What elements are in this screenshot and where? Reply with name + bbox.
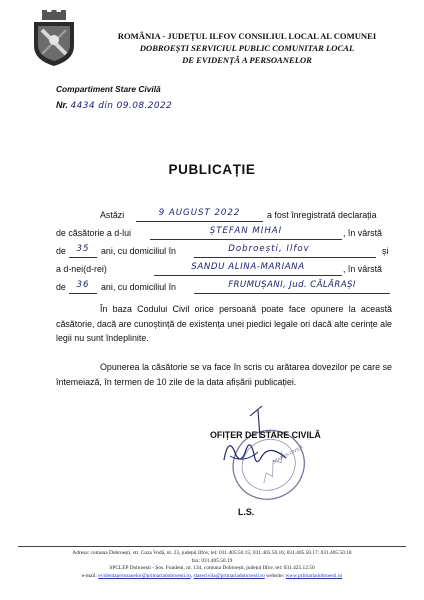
officer-title: OFIȚER DE STARE CIVILĂ xyxy=(210,430,321,440)
after-date-text: a fost înregistrată declarația xyxy=(267,210,377,220)
institution-header xyxy=(92,30,402,66)
declaration-row-date xyxy=(56,210,390,224)
email-prefix: e-mail: xyxy=(81,572,97,579)
de-label: de xyxy=(56,246,66,256)
email-link-starecivila[interactable]: starecivila@primariadobroesti.ro xyxy=(193,572,265,579)
declaration-row-husband xyxy=(56,228,390,242)
header-line-2: DOBROEȘTI SERVICIUL PUBLIC COMUNITAR LOCAL xyxy=(139,43,355,53)
declaration-row-husband-domicile xyxy=(56,246,390,260)
husband-domicile: Dobroești, Ilfov xyxy=(228,244,310,254)
footer-contacts: e-mail: evidentapersoanelor@primariadobroesti.ro, starecivila@primariadobroesti.ro website: www.primariadobroesti.ro xyxy=(81,572,343,579)
declaration-row-wife-domicile xyxy=(56,282,390,296)
seal-mark: L.S. xyxy=(238,507,255,517)
domicile-label-2: ani, cu domiciliul în xyxy=(101,282,176,292)
intro-text: Astăzi xyxy=(100,210,125,220)
age-label: , în vârstă xyxy=(343,228,382,238)
wife-domicile: FRUMUȘANI, Jud. CĂLĂRAȘI xyxy=(228,280,356,290)
footer-divider xyxy=(18,546,406,547)
footer-spclep: SPCLEP Dobroești - Șos. Fundeni, nr. 134, comuna Dobroești, județul Ilfov, tel: 031.425.12.50 xyxy=(109,565,315,572)
si-label: și xyxy=(382,246,389,256)
website-link[interactable]: www.primariadobroesti.ro xyxy=(285,572,343,579)
wife-label: a d-nei(d-rei) xyxy=(56,264,107,274)
official-stamp-icon xyxy=(200,398,320,514)
website-prefix: website: xyxy=(266,572,285,579)
de-label-2: de xyxy=(56,282,66,292)
declaration-date: 9 AUGUST 2022 xyxy=(158,208,241,218)
footer-fax: fax: 031.405.50.19 xyxy=(191,557,233,564)
registration-number xyxy=(56,100,172,111)
registration-prefix: Nr. xyxy=(56,100,69,110)
marriage-label: de căsătorie a d-lui xyxy=(56,228,131,238)
stamp-text: STAREA CIVILĂ xyxy=(271,444,304,465)
wife-name: SANDU ALINA-MARIANA xyxy=(191,262,305,272)
header-line-1: ROMÂNIA - JUDEȚUL ILFOV CONSILIUL LOCAL AL COMUNEI xyxy=(117,31,377,41)
legal-paragraph-2: Opunerea la căsătorie se va face în scris cu arătarea dovezilor pe care se întemeiază, în termen de 10 zile de la data afișării publicației. xyxy=(56,362,392,387)
wife-age: 36 xyxy=(76,280,90,290)
footer xyxy=(18,550,406,580)
header-line-3: DE EVIDENȚĂ A PERSOANELOR xyxy=(182,55,312,65)
page-title: PUBLICAȚIE xyxy=(168,162,256,177)
registration-value: 4434 din 09.08.2022 xyxy=(70,101,173,111)
coat-of-arms-icon xyxy=(28,10,80,68)
footer-address: Adresa: comuna Dobroești, str. Cuza Vodă, nr. 23, județul Ilfov, tel: 031.405.50.15; 031.405.50.16; 031.405.50.17; 031.405.50.18 xyxy=(72,550,352,556)
age-label-2: , în vârstă xyxy=(343,264,382,274)
domicile-label: ani, cu domiciliul în xyxy=(101,246,176,256)
husband-name: ȘTEFAN MIHAI xyxy=(209,226,283,236)
husband-age: 35 xyxy=(76,244,90,254)
email-link-evidenta[interactable]: evidentapersoanelor@primariadobroesti.ro xyxy=(98,572,191,579)
compartment-label: Compartiment Stare Civilă xyxy=(56,84,161,94)
legal-paragraph-1: În baza Codului Civil orice persoană poate face opunere la această căsătorie, dacă are cunoștință de existența unei piedici legale ori dacă alte cerințe ale legii nu sunt îndeplinite. xyxy=(56,304,392,343)
declaration-row-wife xyxy=(56,264,390,278)
